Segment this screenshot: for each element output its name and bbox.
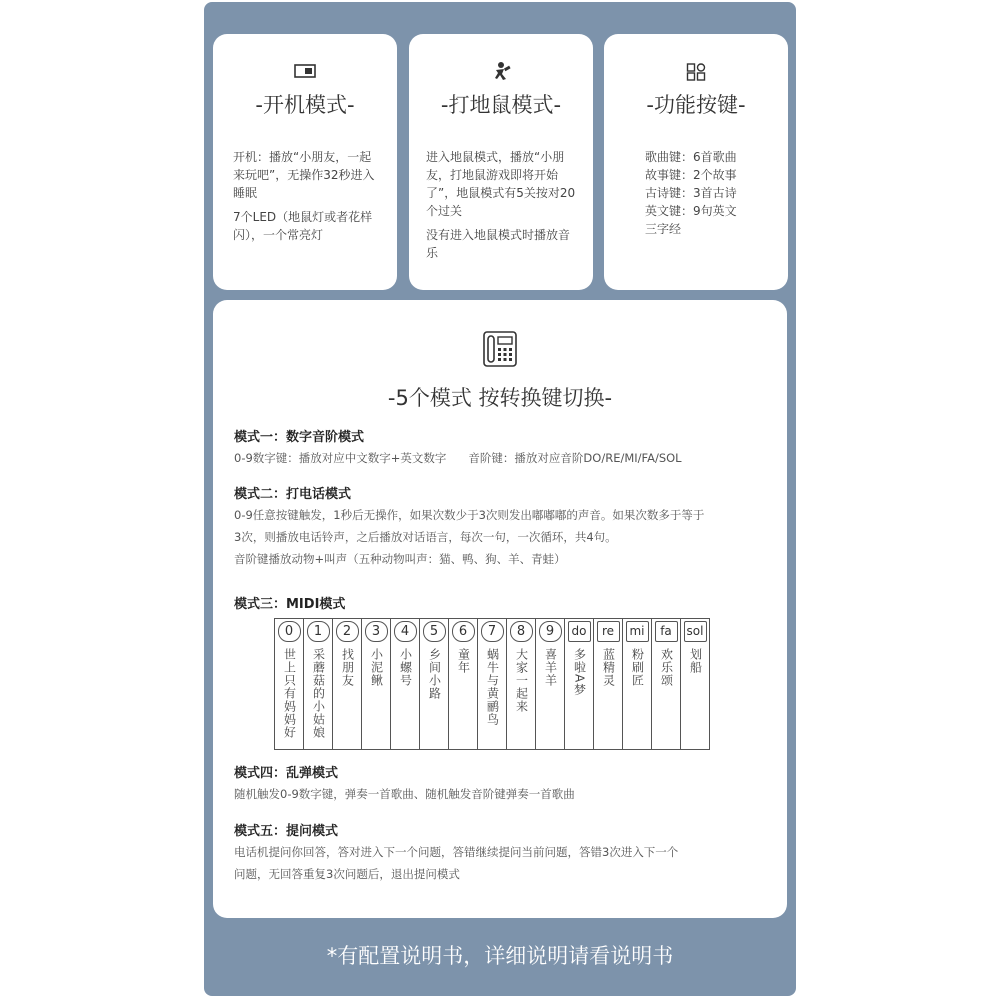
midi-key-label: re xyxy=(597,621,620,642)
whack-mole-card xyxy=(409,34,593,290)
midi-key-label: 0 xyxy=(278,621,301,642)
midi-key-cell xyxy=(681,619,710,750)
midi-key-label: 6 xyxy=(452,621,475,642)
midi-song-name: 童年 xyxy=(456,648,471,674)
midi-key-cell xyxy=(536,619,565,750)
midi-song-name: 划船 xyxy=(688,648,703,674)
midi-key-cell xyxy=(333,619,362,750)
power-mode-text xyxy=(233,148,383,250)
mode-1-digit-text: 0-9数字键：播放对应中文数字+英文数字 xyxy=(234,451,447,465)
midi-key-cell xyxy=(362,619,391,750)
midi-key-label: do xyxy=(568,621,591,642)
midi-song-name: 找朋友 xyxy=(340,648,355,687)
midi-song-name: 粉刷匠 xyxy=(630,648,645,687)
whack-mole-title: -打地鼠模式- xyxy=(440,93,562,117)
midi-song-name: 多啦A梦 xyxy=(572,648,587,697)
function-key-line: 英文键：9句英文 xyxy=(645,204,737,218)
mode-5-text xyxy=(234,841,779,885)
midi-key-cell xyxy=(623,619,652,750)
power-mode-card xyxy=(213,34,397,290)
function-key-line: 古诗键：3首古诗 xyxy=(645,186,737,200)
whack-mole-para-2: 没有进入地鼠模式时播放音乐 xyxy=(426,228,571,260)
grid-icon xyxy=(686,63,706,81)
midi-key-table xyxy=(274,618,710,750)
midi-key-label: fa xyxy=(655,621,678,642)
mode-5-heading: 模式五：提问模式 xyxy=(234,824,339,839)
footer-note: *有配置说明书，详细说明请看说明书 xyxy=(326,944,674,968)
midi-key-label: 1 xyxy=(307,621,330,642)
midi-song-name: 蜗牛与黄鹂鸟 xyxy=(485,648,500,726)
switch-icon xyxy=(294,64,316,78)
midi-song-name: 蓝精灵 xyxy=(601,648,616,687)
midi-key-cell xyxy=(420,619,449,750)
midi-key-cell xyxy=(391,619,420,750)
midi-song-name: 小泥鳅 xyxy=(369,648,384,687)
midi-key-label: 5 xyxy=(423,621,446,642)
mode-1 xyxy=(234,429,779,469)
midi-song-name: 采蘑菇的小姑娘 xyxy=(311,648,326,739)
mode-5-line: 问题，无回答重复3次问题后，退出提问模式 xyxy=(234,867,460,881)
midi-key-label: 4 xyxy=(394,621,417,642)
telephone-icon xyxy=(483,331,517,367)
midi-key-cell xyxy=(275,619,304,750)
power-mode-para-1: 开机：播放“小朋友，一起来玩吧”，无操作32秒进入睡眠 xyxy=(233,150,375,200)
mode-3 xyxy=(234,596,779,614)
midi-key-cell xyxy=(565,619,594,750)
midi-key-cell xyxy=(478,619,507,750)
mode-4 xyxy=(234,765,779,805)
mode-1-text xyxy=(234,447,779,469)
midi-song-name: 欢乐颂 xyxy=(659,648,674,687)
midi-song-name: 小螺号 xyxy=(398,648,413,687)
midi-key-cell xyxy=(652,619,681,750)
midi-song-name: 喜羊羊 xyxy=(543,648,558,687)
midi-key-cell xyxy=(304,619,333,750)
mode-5 xyxy=(234,823,779,885)
power-mode-para-2: 7个LED（地鼠灯或者花样闪），一个常亮灯 xyxy=(233,210,373,242)
midi-song-name: 世上只有妈妈好 xyxy=(282,648,297,739)
midi-song-name: 乡间小路 xyxy=(427,648,442,700)
mode-2-heading: 模式二：打电话模式 xyxy=(234,487,352,502)
function-key-line: 歌曲键：6首歌曲 xyxy=(645,150,737,164)
midi-key-label: sol xyxy=(684,621,707,642)
whack-mole-para-1: 进入地鼠模式，播放“小朋友，打地鼠游戏即将开始了”，地鼠模式有5关按对20个过关 xyxy=(426,150,576,218)
midi-key-label: mi xyxy=(626,621,649,642)
midi-key-cell xyxy=(594,619,623,750)
mode-3-heading: 模式三：MIDI模式 xyxy=(234,597,346,612)
midi-key-label: 9 xyxy=(539,621,562,642)
power-mode-title: -开机模式- xyxy=(255,93,355,117)
function-keys-list xyxy=(645,148,775,238)
mole-hammer-icon xyxy=(490,61,512,81)
function-keys-title: -功能按键- xyxy=(646,93,746,117)
mode-4-heading: 模式四：乱弹模式 xyxy=(234,766,339,781)
midi-key-label: 8 xyxy=(510,621,533,642)
midi-key-label: 7 xyxy=(481,621,504,642)
function-key-line: 故事键：2个故事 xyxy=(645,168,737,182)
mode-4-text xyxy=(234,783,779,805)
mode-1-heading: 模式一：数字音阶模式 xyxy=(234,430,365,445)
midi-song-name: 大家一起来 xyxy=(514,648,529,713)
midi-key-label: 3 xyxy=(365,621,388,642)
mode-2-line: 3次，则播放电话铃声，之后播放对话语言，每次一句，一次循环，共4句。 xyxy=(234,530,617,544)
whack-mole-text xyxy=(426,148,581,268)
mode-2 xyxy=(234,486,779,570)
mode-4-line: 随机触发0-9数字键，弹奏一首歌曲、随机触发音阶键弹奏一首歌曲 xyxy=(234,787,575,801)
mode-5-line: 电话机提问你回答，答对进入下一个问题，答错继续提问当前问题，答错3次进入下一个 xyxy=(234,845,679,859)
midi-key-label: 2 xyxy=(336,621,359,642)
midi-key-cell xyxy=(507,619,536,750)
midi-key-cell xyxy=(449,619,478,750)
function-key-line: 三字经 xyxy=(645,222,682,236)
modes-title: -5个模式 按转换键切换- xyxy=(387,386,613,410)
mode-1-scale-text: 音阶键：播放对应音阶DO/RE/MI/FA/SOL xyxy=(468,451,682,465)
function-keys-card xyxy=(604,34,788,290)
mode-2-line: 0-9任意按键触发，1秒后无操作，如果次数少于3次则发出嘟嘟嘟的声音。如果次数多于等于 xyxy=(234,508,705,522)
mode-2-text xyxy=(234,504,779,570)
mode-2-line: 音阶键播放动物+叫声（五种动物叫声：猫、鸭、狗、羊、青蛙） xyxy=(234,552,566,566)
